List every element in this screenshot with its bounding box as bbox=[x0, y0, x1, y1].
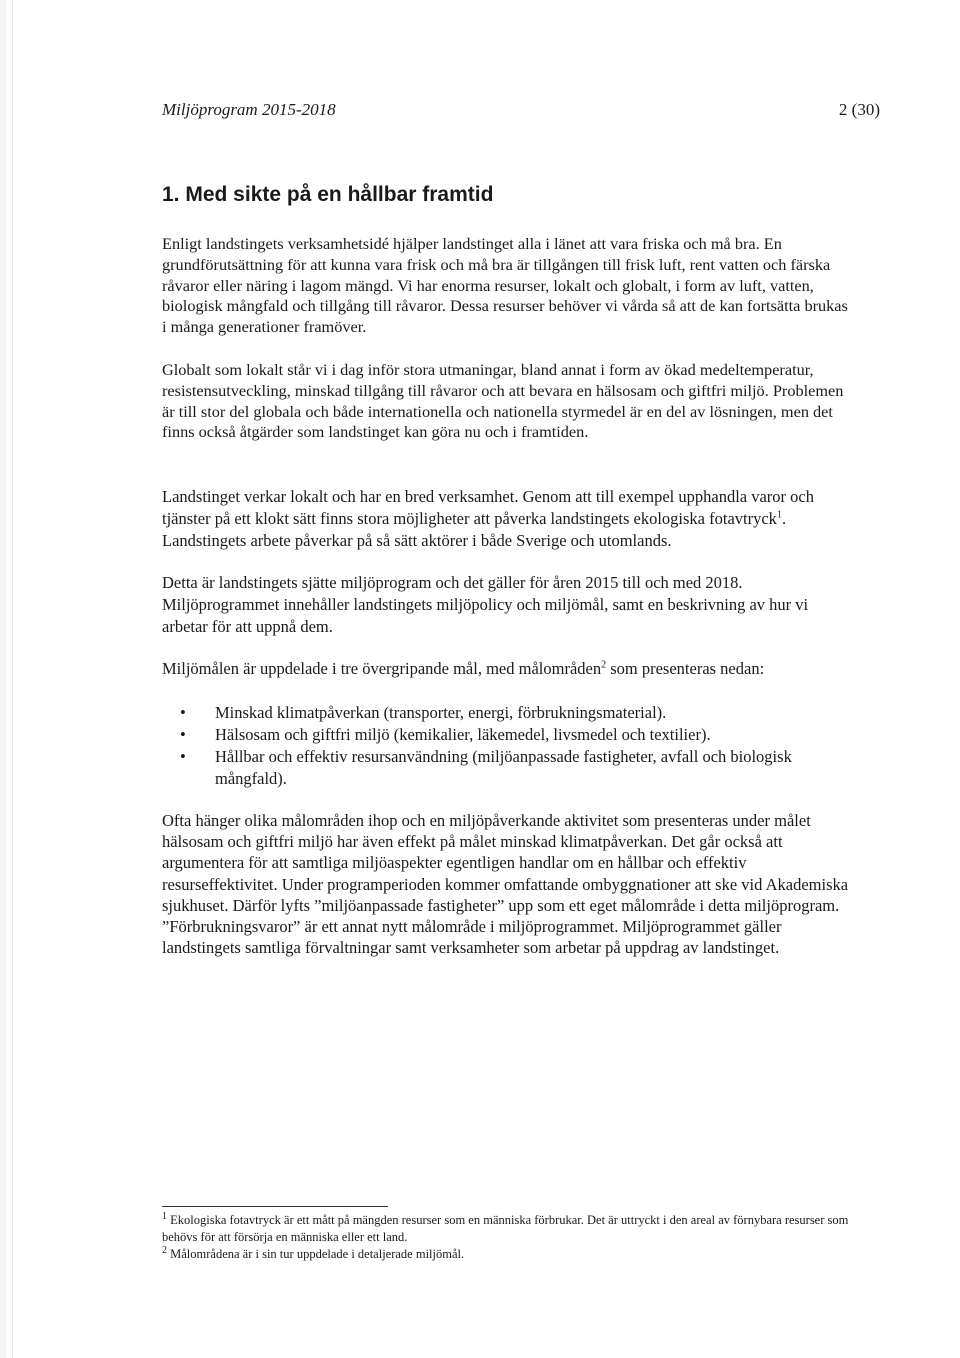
section-heading: 1. Med sikte på en hållbar framtid bbox=[162, 183, 494, 206]
footnote-1 bbox=[162, 1212, 852, 1246]
list-item bbox=[180, 702, 840, 724]
document-title: Miljöprogram 2015-2018 bbox=[162, 100, 336, 119]
list-item-text: Hälsosam och giftfri miljö (kemikalier, läkemedel, livsmedel och textilier). bbox=[215, 725, 711, 744]
paragraph-program-info: Detta är landstingets sjätte miljöprogram och det gäller för åren 2015 till och med 2018. Miljöprogrammet innehåller landstingets miljöpolicy och miljömål, samt en beskrivning av hur vi arbetar för att uppnå dem. bbox=[162, 573, 809, 636]
bullet-icon: • bbox=[180, 725, 186, 744]
bullet-icon: • bbox=[180, 703, 186, 722]
page-header bbox=[162, 100, 880, 124]
footnote-ref-2: 2 bbox=[601, 659, 607, 671]
footnote-number: 2 bbox=[162, 1244, 167, 1256]
footnote-number: 1 bbox=[162, 1210, 167, 1222]
bullet-icon: • bbox=[180, 747, 186, 766]
paragraph-text: som presenteras nedan: bbox=[606, 659, 765, 678]
scan-edge-shadow bbox=[0, 0, 6, 1358]
footnote-divider bbox=[162, 1206, 388, 1207]
goals-list bbox=[180, 702, 840, 790]
paragraph-intro: Enligt landstingets verksamhetsidé hjälper landstinget alla i länet att vara friska och må bra. En grundförutsättning för att kunna vara frisk och må bra är tillgången till frisk luft, rent vatten och färska råvaror eller näring i lagom mängd. Vi har enorma resurser, lokalt och globalt, i form av luft, vatten, biologisk mångfald och tillgång till råvaror. Dessa resurser behöver vi vårda så att de kan fortsätta brukas i många generationer framöver. bbox=[162, 234, 848, 337]
paragraph-challenges: Globalt som lokalt står vi i dag inför stora utmaningar, bland annat i form av ökad medeltemperatur, resistensutveckling, minskad tillgång till råvaror och att bevara en hälsosam och giftfri miljö. Problemen är till stor del globala och både internationella och nationella styrmedel är en del av lösningen, men det finns också åtgärder som landstinget kan göra nu och i framtiden. bbox=[162, 360, 844, 442]
paragraph-goal-overlap: Ofta hänger olika målområden ihop och en miljöpåverkande aktivitet som presenteras under målet hälsosam och giftfri miljö har även effekt på målet minskad klimatpåverkan. Det går också att argumentera för att samtliga miljöaspekter egentligen handlar om en hållbar och effektiv resurseffektivitet. Under programperioden kommer omfattande ombyggnationer att ske vid Akademiska sjukhuset. Därför lyfts ”miljöanpassade fastigheter” upp som ett eget målområde i detta miljöprogram. ”Förbrukningsvaror” är ett annat nytt målområde i miljöprogrammet. Miljöprogrammet gäller landstingets samtliga förvaltningar samt verksamheter som arbetar på uppdrag av landstinget. bbox=[162, 811, 849, 958]
footnote-ref-1: 1 bbox=[776, 509, 782, 521]
paragraph-text: Landstinget verkar lokalt och har en bred verksamhet. Genom att till exempel upphandla varor och tjänster på ett klokt sätt finns stora möjligheter att påverka landstingets ekologiska fotavtryck bbox=[162, 487, 814, 528]
paragraph-text: . Landstingets arbete påverkar på så sätt aktörer i både Sverige och utomlands. bbox=[162, 509, 787, 550]
paragraph-goals-intro bbox=[162, 658, 852, 680]
page-number: 2 (30) bbox=[838, 100, 880, 119]
list-item bbox=[180, 724, 840, 746]
footnote-text: Ekologiska fotavtryck är ett mått på mängden resurser som en människa förbrukar. Det är uttryckt i den areal av förnybara resurser som behövs för att försörja en människa eller ett land. bbox=[162, 1213, 849, 1244]
scan-edge-line bbox=[12, 0, 13, 1358]
footnote-2 bbox=[162, 1246, 852, 1263]
paragraph-text: Miljömålen är uppdelade i tre övergripande mål, med målområden bbox=[162, 659, 602, 678]
footnotes bbox=[162, 1212, 852, 1263]
list-item-text: Hållbar och effektiv resursanvändning (miljöanpassade fastigheter, avfall och biologisk mångfald). bbox=[215, 747, 792, 788]
list-item bbox=[180, 746, 840, 790]
paragraph-local-work bbox=[162, 486, 852, 552]
footnote-text: Målområdena är i sin tur uppdelade i detaljerade miljömål. bbox=[170, 1247, 465, 1261]
list-item-text: Minskad klimatpåverkan (transporter, energi, förbrukningsmaterial). bbox=[215, 703, 667, 722]
